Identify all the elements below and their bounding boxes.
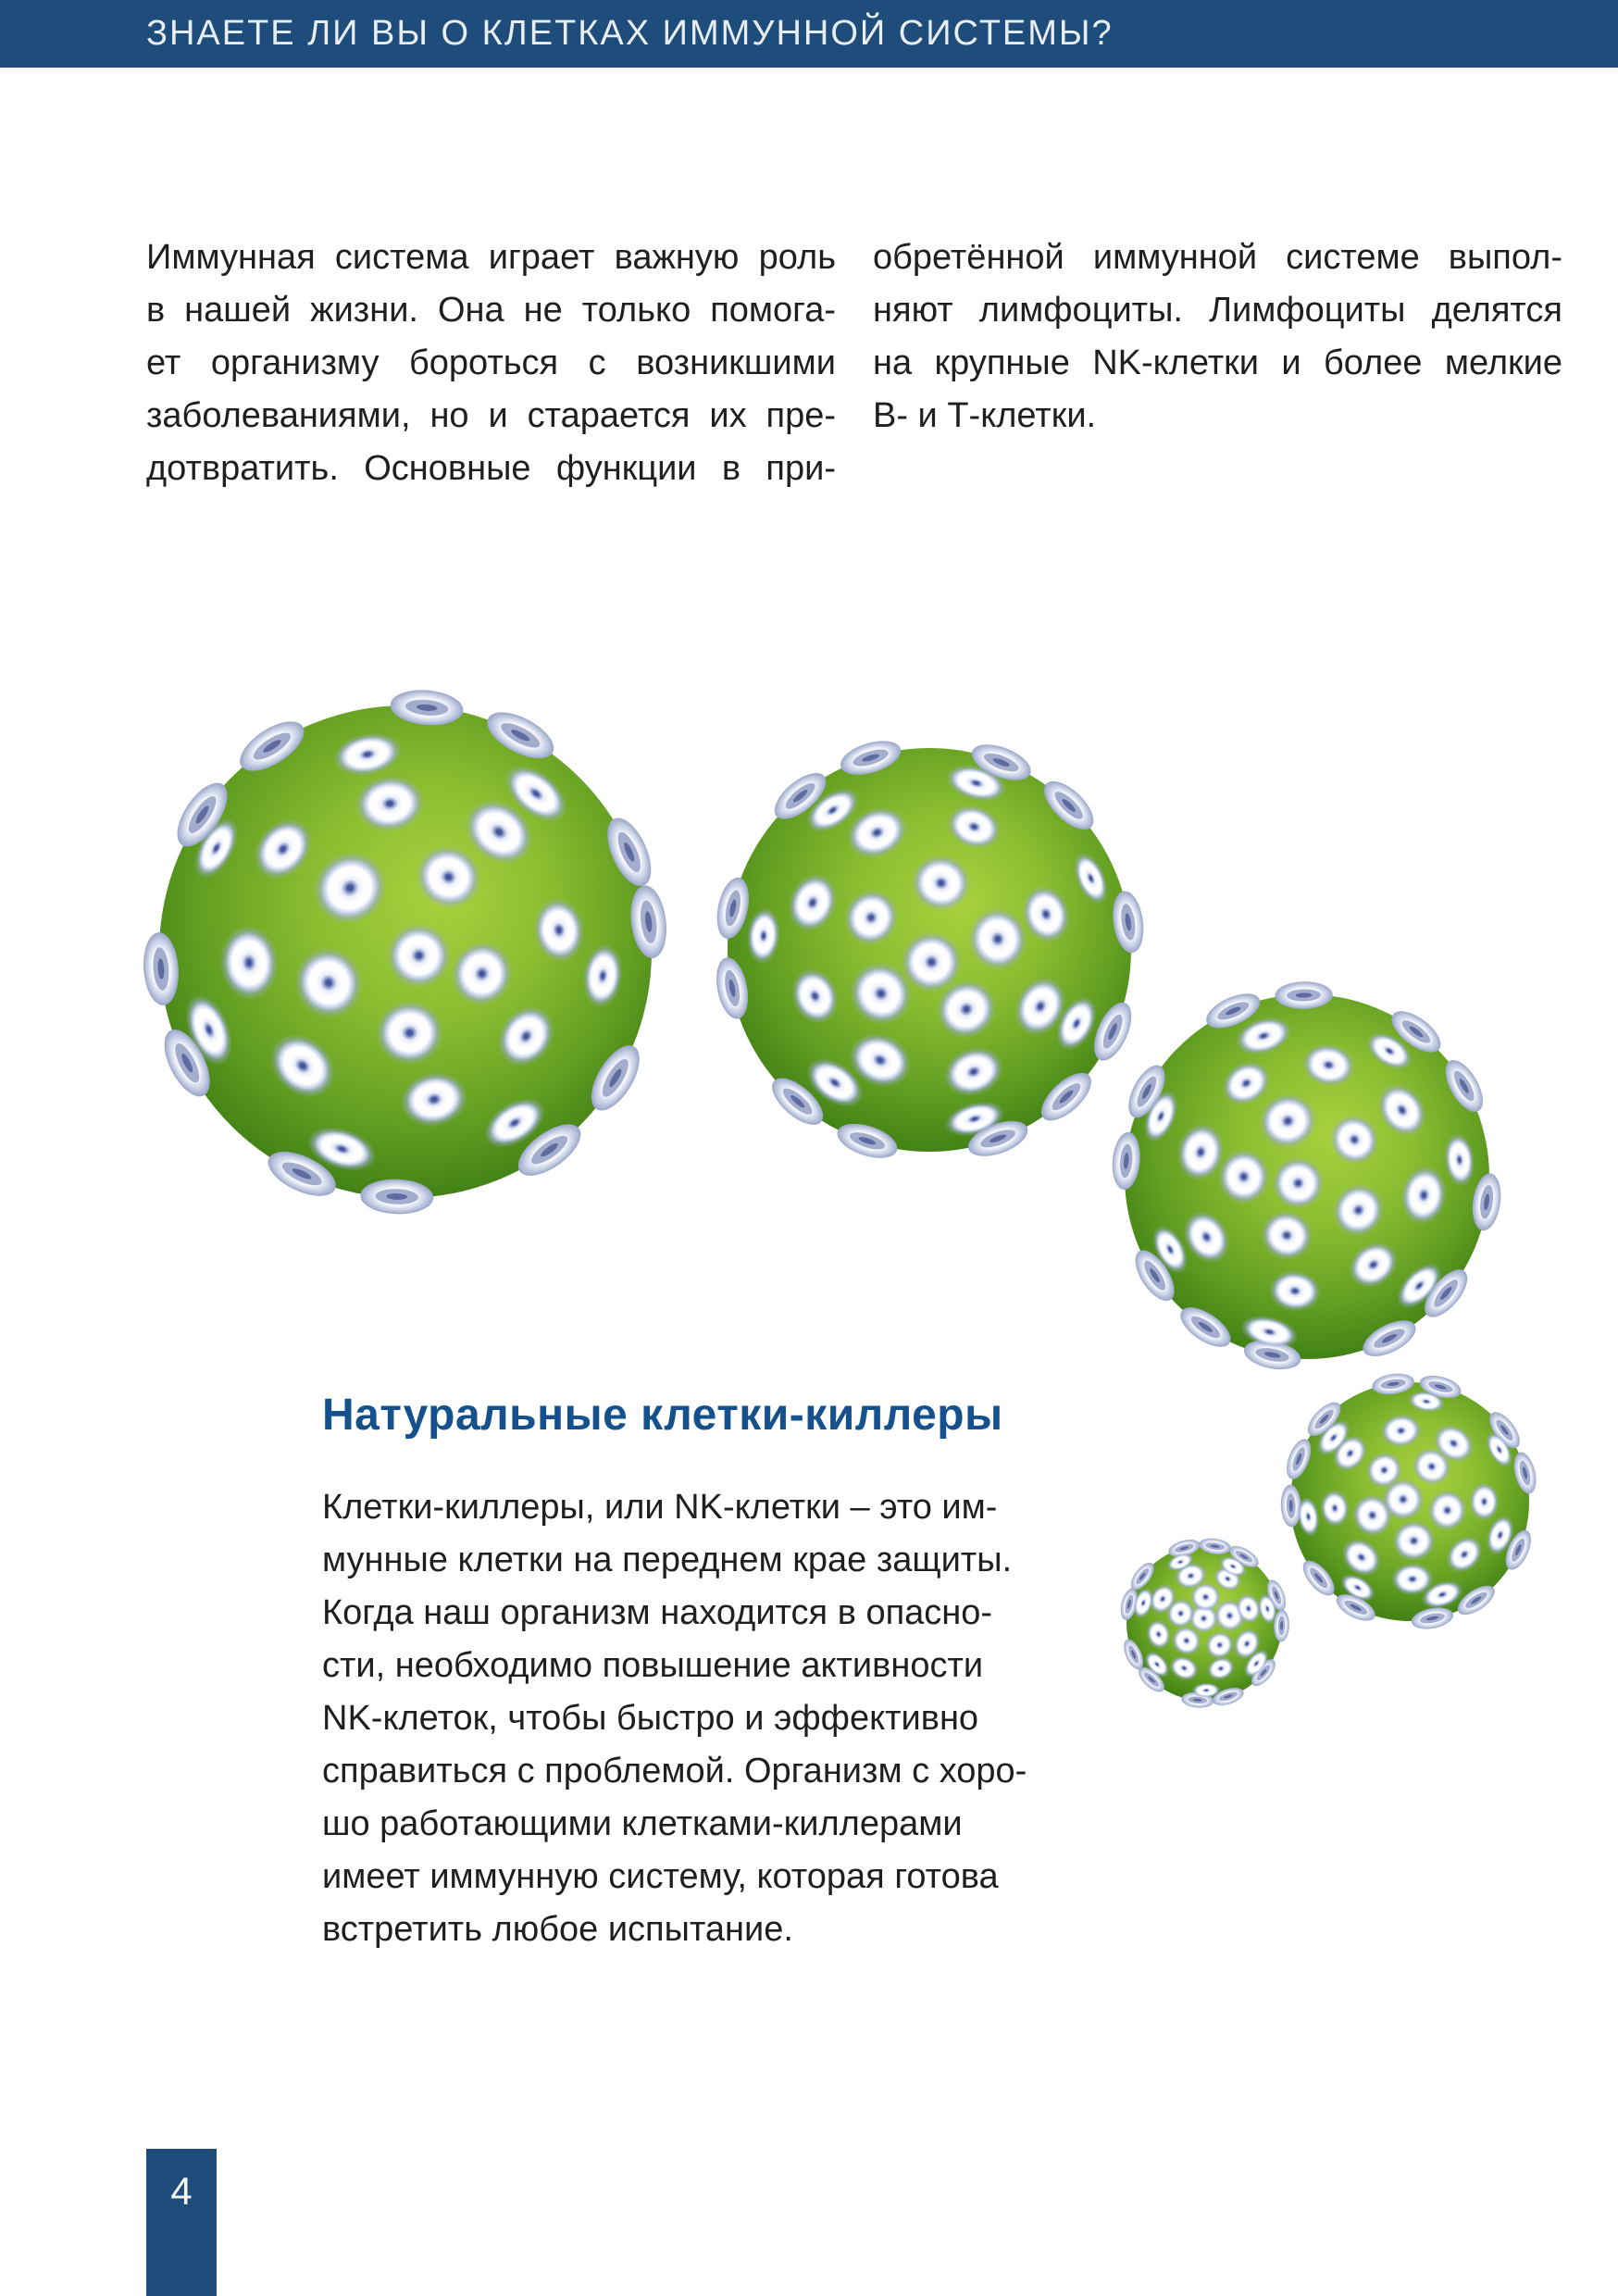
intro-left-column — [146, 231, 836, 495]
text-line: няют лимфоциты. Лимфоциты делятся — [873, 291, 1562, 330]
header-bar — [0, 0, 1618, 68]
nk-cell-sphere — [141, 687, 670, 1215]
text-line: дотвратить. Основные функции в при- — [146, 449, 836, 488]
page-title: ЗНАЕТЕ ЛИ ВЫ О КЛЕТКАХ ИММУННОЙ СИСТЕМЫ? — [146, 14, 1114, 53]
section-body — [322, 1481, 1063, 1956]
nk-cell-sphere — [1280, 1371, 1540, 1632]
section-heading: Натуральные клетки-киллеры — [322, 1391, 1003, 1440]
text-line: NK-клеток, чтобы быстро и эффективно — [322, 1699, 979, 1738]
intro-right-column — [873, 231, 1562, 495]
text-line: ет организму бороться с возникшими — [146, 343, 836, 382]
page-number: 4 — [170, 2169, 193, 2213]
page-number-box — [146, 2149, 217, 2296]
text-line: шо работающими клетками-киллерами — [322, 1804, 963, 1843]
text-line: в нашей жизни. Она не только помога- — [146, 291, 836, 330]
text-line: Клетки-киллеры, или NK-клетки – это им- — [322, 1488, 998, 1527]
text-line: справиться с проблемой. Организм с хоро- — [322, 1752, 1027, 1791]
nk-cell-sphere — [712, 734, 1147, 1165]
text-line: Когда наш организм находится в опасно- — [322, 1593, 993, 1632]
text-line: обретённой иммунной системе выпол- — [873, 238, 1562, 277]
text-line: встретить любое испытание. — [322, 1910, 793, 1949]
text-line: заболеваниями, но и старается их пре- — [146, 396, 836, 435]
text-line: Иммунная система играет важную роль — [146, 238, 836, 277]
nk-cell-sphere — [1110, 981, 1504, 1374]
text-line: мунные клетки на переднем крае защиты. — [322, 1541, 1013, 1579]
text-line: сти, необходимо повышение активности — [322, 1646, 984, 1685]
nk-cell-sphere — [1118, 1537, 1290, 1710]
intro-columns — [146, 231, 1562, 495]
text-line: В- и Т-клетки. — [873, 396, 1097, 435]
text-line: на крупные NK-клетки и более мелкие — [873, 343, 1562, 382]
text-line: имеет иммунную систему, которая готова — [322, 1857, 999, 1896]
